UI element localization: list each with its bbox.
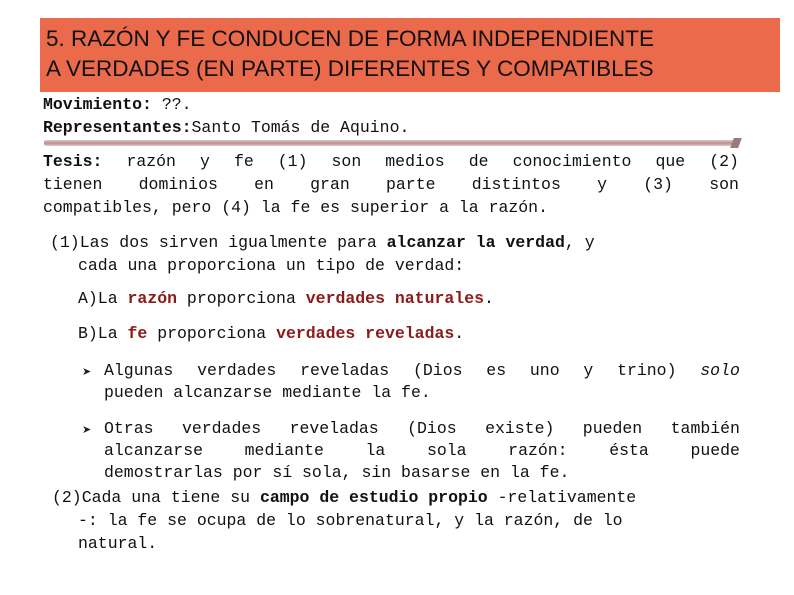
bullet-2-word: mediante xyxy=(244,441,324,460)
tesis-word: medios xyxy=(385,152,445,171)
bullet-1-line-2: pueden alcanzarse mediante la fe. xyxy=(104,383,431,402)
tesis-line-1 xyxy=(43,151,739,173)
representantes-label: Representantes: xyxy=(43,118,192,137)
tesis-word: que xyxy=(655,152,686,171)
bullet-1-word: reveladas xyxy=(300,361,390,380)
bullet-1-word: verdades xyxy=(197,361,277,380)
tesis-label: Tesis: xyxy=(43,152,103,171)
point-2-line-3: natural. xyxy=(78,534,158,553)
tesis-word: de xyxy=(468,152,489,171)
tesis-line-2 xyxy=(43,174,739,196)
bullet-1-word: (Dios xyxy=(413,361,463,380)
point-a-bold: razón xyxy=(127,289,178,308)
arrowhead-bullet-icon: ➤ xyxy=(82,423,92,436)
divider-bar xyxy=(44,140,736,146)
bullet-1-word: es xyxy=(486,361,507,380)
tesis-word: son xyxy=(331,152,362,171)
bullet-2-word: sola xyxy=(426,441,467,460)
point-b-prefix: B)La xyxy=(78,324,128,343)
point-b-middle: proporciona xyxy=(147,324,277,343)
bullet-2-word: puede xyxy=(690,441,740,460)
tesis-word: distintos xyxy=(471,175,561,194)
point-a-suffix: . xyxy=(484,289,494,308)
tesis-word: (1) xyxy=(277,152,308,171)
point-1-line-2: cada una proporciona un tipo de verdad: xyxy=(78,256,465,275)
point-b-suffix: . xyxy=(454,324,465,343)
tesis-word: y xyxy=(597,175,608,194)
tesis-word: en xyxy=(254,175,274,194)
movimiento-value: ??. xyxy=(151,95,192,114)
tesis-word: razón xyxy=(126,152,176,171)
bullet-1-line-1 xyxy=(104,360,740,382)
bullet-1-word: Algunas xyxy=(104,361,174,380)
representantes-value: Santo Tomás de Aquino. xyxy=(191,118,410,137)
point-b-highlight: verdades reveladas xyxy=(276,324,455,343)
bullet-2-word: razón: xyxy=(508,441,568,460)
point-b-bold: fe xyxy=(127,324,148,343)
bullet-2-word: pueden xyxy=(582,419,643,438)
bullet-2-line-3: demostrarlas por sí sola, sin basarse en la fe. xyxy=(104,463,570,482)
title-banner xyxy=(40,18,780,92)
movimiento-line xyxy=(43,94,192,116)
point-2-bold: campo de estudio propio xyxy=(259,488,488,507)
bullet-1-word: y xyxy=(583,361,594,380)
representantes-line xyxy=(43,117,409,139)
bullet-2-word: existe) xyxy=(485,419,555,438)
bullet-2-line-1 xyxy=(104,418,740,440)
bullet-2-word: (Dios xyxy=(407,419,457,438)
title-line-2: A VERDADES (EN PARTE) DIFERENTES Y COMPATIBLES xyxy=(46,56,654,81)
bullet-2-word: alcanzarse xyxy=(104,441,204,460)
bullet-2-word: reveladas xyxy=(289,419,379,438)
tesis-word: fe xyxy=(233,152,254,171)
tesis-word: conocimiento xyxy=(512,152,632,171)
tesis-word: dominios xyxy=(138,175,218,194)
tesis-word: tienen xyxy=(43,175,103,194)
point-a-highlight: verdades naturales xyxy=(305,289,484,308)
bullet-1-word: uno xyxy=(529,361,560,380)
title-line-1: 5. RAZÓN Y FE CONDUCEN DE FORMA INDEPENDIENTE xyxy=(46,26,655,51)
bullet-1-word: trino) xyxy=(617,361,677,380)
slide-title xyxy=(46,24,654,84)
point-2-line-2: -: la fe se ocupa de lo sobrenatural, y la razón, de lo xyxy=(78,511,623,530)
point-a xyxy=(78,288,494,310)
point-2-prefix: (2)Cada una tiene su xyxy=(52,488,260,507)
tesis-word: y xyxy=(200,152,210,171)
point-1-bold: alcanzar la verdad xyxy=(386,233,565,252)
point-a-middle: proporciona xyxy=(177,289,306,308)
bullet-2-line-2 xyxy=(104,440,740,462)
point-1-prefix: (1)Las dos sirven igualmente para xyxy=(50,233,387,252)
point-1-suffix: , y xyxy=(564,233,595,252)
tesis-word: parte xyxy=(386,175,436,194)
arrowhead-bullet-icon: ➤ xyxy=(82,365,92,378)
tesis-word: gran xyxy=(310,175,350,194)
tesis-word: (2) xyxy=(709,152,739,171)
tesis-line-3: compatibles, pero (4) la fe es superior a la razón. xyxy=(43,198,548,217)
point-1-line-1 xyxy=(50,232,595,254)
bullet-2-word: verdades xyxy=(181,419,262,438)
tesis-word: son xyxy=(709,175,739,194)
bullet-1-italic-word: solo xyxy=(700,361,740,380)
point-2-line-1 xyxy=(52,487,636,509)
point-a-prefix: A)La xyxy=(78,289,128,308)
movimiento-label: Movimiento: xyxy=(43,95,152,114)
bullet-2-word: Otras xyxy=(104,419,154,438)
point-2-suffix: -relativamente xyxy=(487,488,637,507)
bullet-2-word: también xyxy=(670,419,740,438)
bullet-2-word: ésta xyxy=(609,441,649,460)
point-b xyxy=(78,323,464,345)
bullet-2-word: la xyxy=(365,441,386,460)
tesis-word: (3) xyxy=(643,175,673,194)
